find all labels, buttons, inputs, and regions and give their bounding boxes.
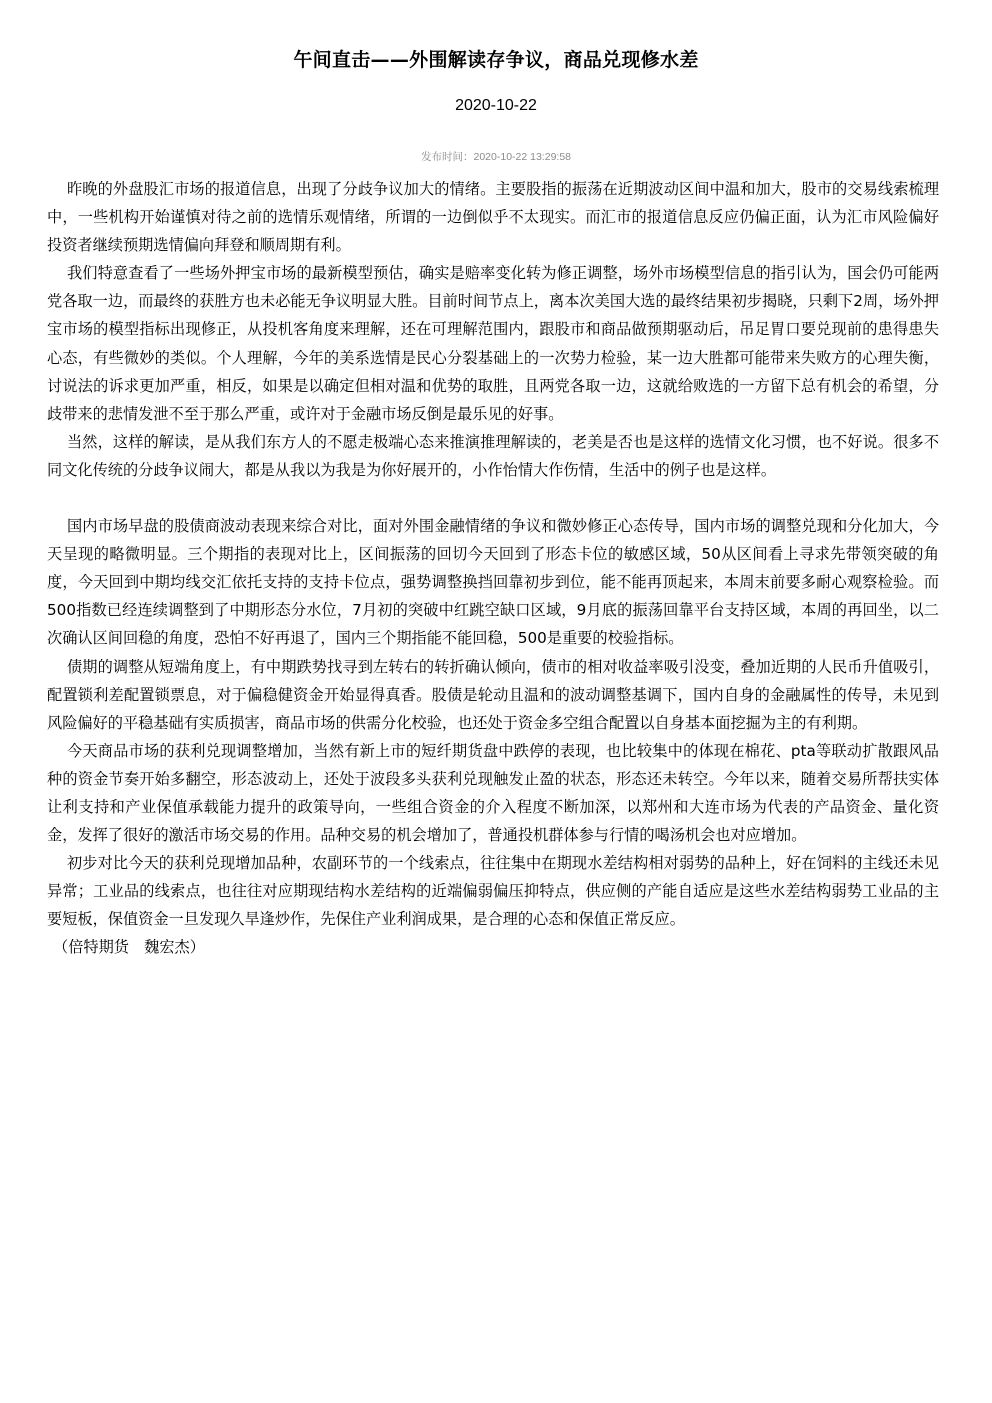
article-date: 2020-10-22 bbox=[455, 97, 537, 114]
paragraph: 今天商品市场的获利兑现调整增加，当然有新上市的短纤期货盘中跌停的表现，也比较集中的体现在棉花、pta等联动扩散跟风品种的资金节奏开始多翻空，形态波动上，还处于波段多头获利兑现触发止盈的状态，形态还未转空。今年以来，随着交易所帮扶实体让利支持和产业保值承载能力提升的政策导向，一些组合资金的介入程度不断加深，以郑州和大连市场为代表的产品资金、量化资金，发挥了很好的激活市场交易的作用。品种交易的机会增加了，普通投机群体参与行情的喝汤机会也对应增加。 bbox=[47, 741, 939, 845]
author-signature: （倍特期货 魏宏杰） bbox=[53, 938, 205, 957]
article-title: 午间直击——外围解读存争议，商品兑现修水差 bbox=[293, 49, 699, 71]
paragraph: 我们特意查看了一些场外押宝市场的最新模型预估，确实是赔率变化转为修正调整，场外市场模型信息的指引认为，国会仍可能两党各取一边，而最终的获胜方也未必能无争议明显大胜。目前时间节点上，离本次美国大选的最终结果初步揭晓，只剩下2周，场外押宝市场的模型指标出现修正，从投机客角度来理解，还在可理解范围内，跟股市和商品做预期驱动后，吊足胃口要兑现前的患得患失心态，有些微妙的类似。个人理解，今年的美系选情是民心分裂基础上的一次势力检验，某一边大胜都可能带来失败方的心理失衡，讨说法的诉求更加严重，相反，如果是以确定但相对温和优势的取胜，且两党各取一边，这就给败选的一方留下总有机会的希望，分歧带来的悲情发泄不至于那么严重，或许对于金融市场反倒是最乐见的好事。 bbox=[47, 264, 939, 423]
article-body bbox=[47, 175, 939, 962]
paragraph: 国内市场早盘的股债商波动表现来综合对比，面对外围金融情绪的争议和微妙修正心态传导，国内市场的调整兑现和分化加大，今天呈现的略微明显。三个期指的表现对比上，区间振荡的回切今天回到了形态卡位的敏感区域，50从区间看上寻求先带领突破的角度，今天回到中期均线交汇依托支持的支持卡位点，强势调整换挡回靠初步到位，能不能再顶起来，本周末前要多耐心观察检验。而500指数已经连续调整到了中期形态分水位，7月初的突破中红跳空缺口区域，9月底的振荡回靠平台支持区域，本周的再回坐，以二次确认区间回稳的角度，恐怕不好再退了，国内三个期指能不能回稳，500是重要的校验指标。 bbox=[47, 517, 939, 648]
paragraph: 初步对比今天的获利兑现增加品种，农副环节的一个线索点，往往集中在期现水差结构相对弱势的品种上，好在饲料的主线还未见异常；工业品的线索点，也往往对应期现结构水差结构的近端偏弱偏压抑特点，供应侧的产能自适应是这些水差结构弱势工业品的主要短板，保值资金一旦发现久旱逢炒作，先保住产业利润成果，是合理的心态和保值正常反应。 bbox=[47, 854, 939, 929]
paragraph: 债期的调整从短端角度上，有中期跌势找寻到左转右的转折确认倾向，债市的相对收益率吸引没变，叠加近期的人民币升值吸引，配置锁利差配置锁票息，对于偏稳健资金开始显得真香。股债是轮动且温和的波动调整基调下，国内自身的金融属性的传导，未见到风险偏好的平稳基础有实质损害，商品市场的供需分化校验，也还处于资金多空组合配置以自身基本面挖掘为主的有利期。 bbox=[47, 657, 939, 732]
paragraph: 当然，这样的解读，是从我们东方人的不愿走极端心态来推演推理解读的，老美是否也是这样的选情文化习惯，也不好说。很多不同文化传统的分歧争议闹大，都是从我以为我是为你好展开的，小作怡情大作伤情，生活中的例子也是这样。 bbox=[47, 432, 939, 479]
paragraph: 昨晚的外盘股汇市场的报道信息，出现了分歧争议加大的情绪。主要股指的振荡在近期波动区间中温和加大，股市的交易线索梳理中，一些机构开始谨慎对待之前的选情乐观情绪，所谓的一边倒似乎不太现实。而汇市的报道信息反应仍偏正面，认为汇市风险偏好投资者继续预期选情偏向拜登和顺周期有利。 bbox=[47, 180, 939, 255]
publish-time: 发布时间：2020-10-22 13:29:58 bbox=[421, 151, 571, 163]
